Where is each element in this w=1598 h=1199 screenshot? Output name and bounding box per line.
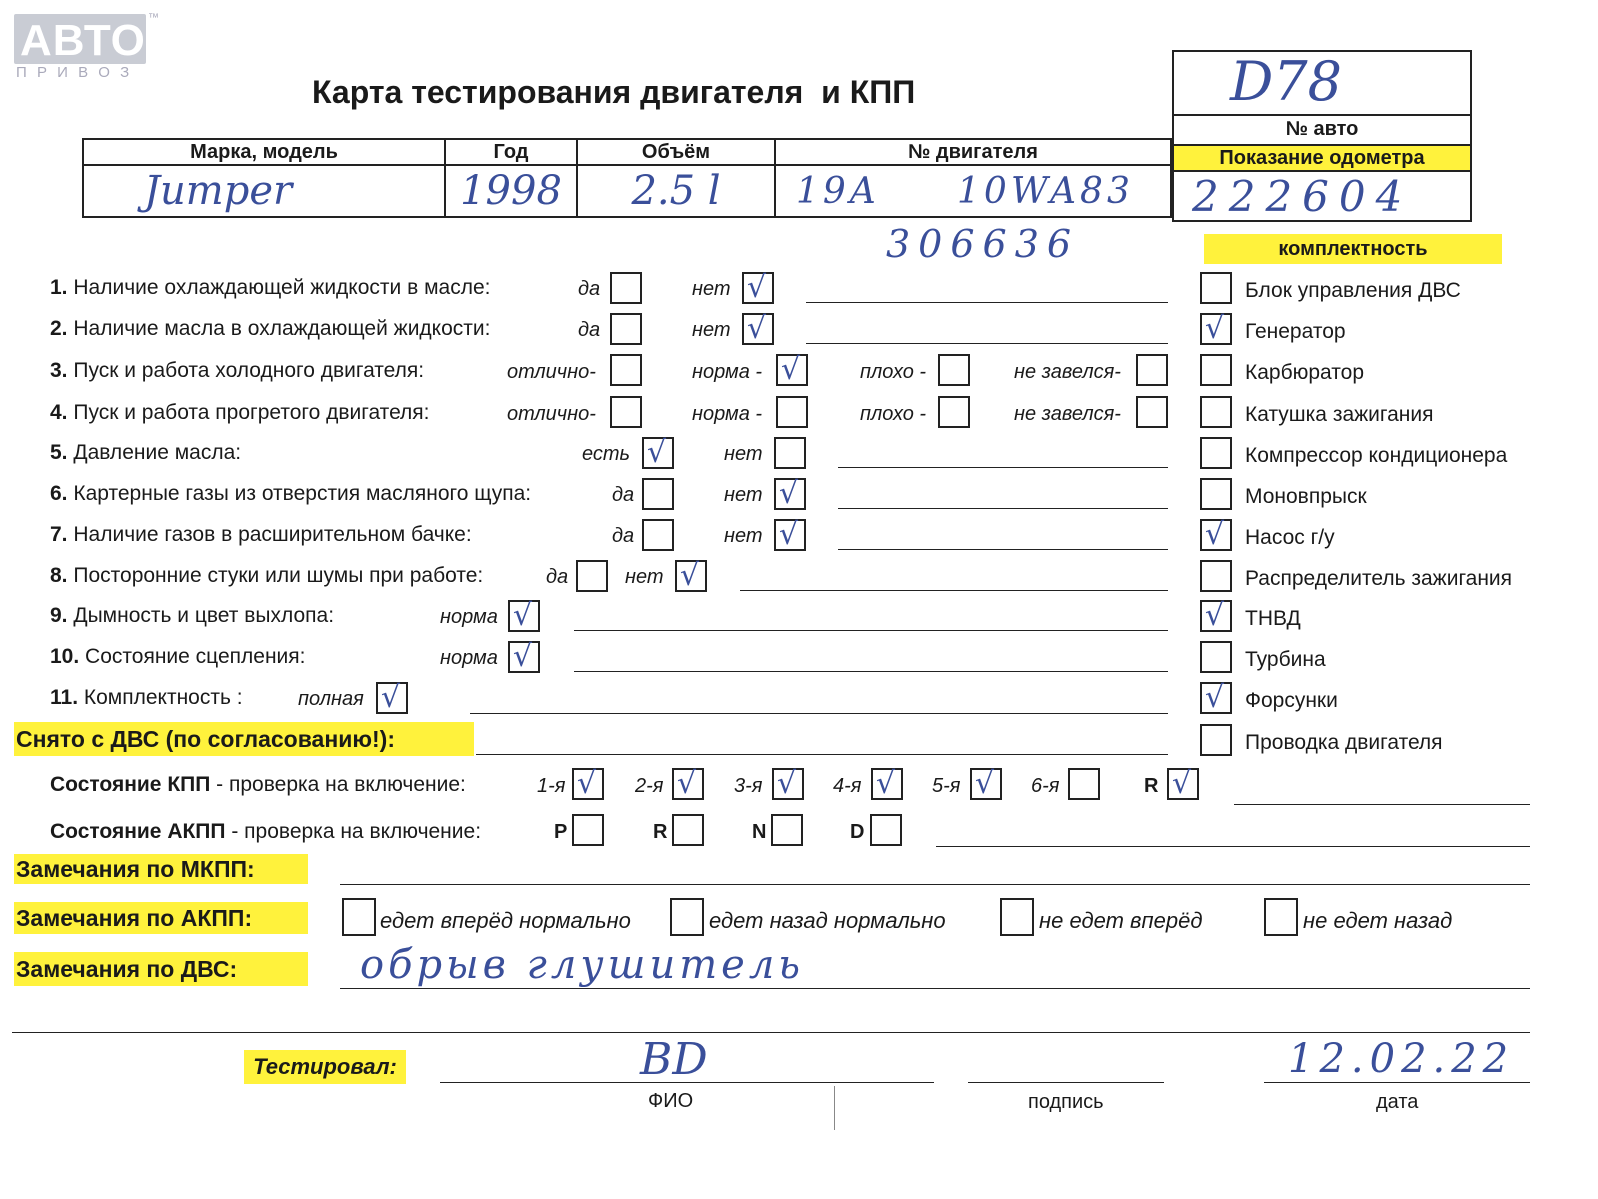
- completeness-checkbox-10[interactable]: [1200, 641, 1232, 673]
- check-mark-icon: √: [1205, 311, 1225, 346]
- odometer-label: Показание одометра: [1174, 146, 1470, 170]
- kpp-gear-checkbox[interactable]: [1167, 768, 1199, 800]
- checkbox-row5-est[interactable]: [642, 437, 674, 469]
- check-row-5: 5. Давление масла:: [50, 441, 242, 464]
- akpp-mode-label: P: [554, 821, 568, 843]
- opt-norma: норма: [440, 647, 498, 669]
- akpp-remark-label-2: едет назад нормально: [709, 908, 946, 933]
- opt-ploho: плохо -: [860, 361, 927, 383]
- signature-line: [968, 1082, 1164, 1083]
- opt-net: нет: [625, 566, 664, 588]
- checkbox-row8-net[interactable]: [675, 560, 707, 592]
- opt-net: нет: [692, 319, 731, 341]
- check-row-4: 4. Пуск и работа прогретого двигателя:: [50, 401, 430, 424]
- akpp-mode-checkbox[interactable]: [870, 814, 902, 846]
- completeness-label-12: Проводка двигателя: [1245, 731, 1443, 754]
- check-mark-icon: √: [1205, 598, 1225, 633]
- fio-line: [440, 1082, 934, 1083]
- notes-line: [838, 549, 1168, 550]
- completeness-checkbox-1[interactable]: [1200, 272, 1232, 304]
- check-mark-icon: √: [781, 352, 801, 387]
- akpp-remark-checkbox-2[interactable]: [670, 898, 704, 936]
- check-row-8: 8. Посторонние стуки или шумы при работе:: [50, 564, 484, 587]
- vehicle-table: [82, 138, 1172, 218]
- completeness-label-1: Блок управления ДВС: [1245, 279, 1461, 302]
- check-row-7: 7. Наличие газов в расширительном бачке:: [50, 523, 472, 546]
- akpp-mode-checkbox[interactable]: [771, 814, 803, 846]
- opt-da: да: [546, 566, 569, 588]
- opt-polnaya: полная: [298, 688, 364, 710]
- completeness-label-7: Насос г/у: [1245, 526, 1335, 549]
- opt-norma: норма -: [692, 403, 763, 425]
- kpp-gear-label: 3-я: [734, 775, 763, 797]
- check-row-9: 9. Дымность и цвет выхлопа:: [50, 604, 335, 627]
- engine-no-extra: 306636: [886, 222, 1080, 266]
- checkbox-row3-ploho[interactable]: [938, 354, 970, 386]
- remarks-mkpp-label: Замечания по МКПП:: [14, 854, 308, 884]
- notes-line: [574, 630, 1168, 631]
- date-caption: дата: [1376, 1091, 1419, 1113]
- col-year: Год: [445, 139, 577, 165]
- opt-da: да: [578, 319, 601, 341]
- completeness-label-10: Турбина: [1245, 648, 1326, 671]
- opt-da: да: [578, 278, 601, 300]
- kpp-gear-label: 5-я: [932, 775, 961, 797]
- car-number-box: [1172, 50, 1472, 222]
- kpp-gear-checkbox[interactable]: [1068, 768, 1100, 800]
- kpp-gear-label: 2-я: [635, 775, 664, 797]
- notes-line: [806, 302, 1168, 303]
- opt-otlichno: отлично-: [507, 361, 596, 383]
- completeness-checkbox-7[interactable]: [1200, 519, 1232, 551]
- kpp-gear-checkbox[interactable]: [970, 768, 1002, 800]
- opt-da: да: [612, 525, 635, 547]
- completeness-checkbox-12[interactable]: [1200, 724, 1232, 756]
- completeness-checkbox-6[interactable]: [1200, 478, 1232, 510]
- completeness-label-9: ТНВД: [1245, 607, 1301, 630]
- remarks-akpp-label: Замечания по АКПП:: [14, 902, 308, 934]
- akpp-notes-line: [936, 846, 1530, 847]
- notes-line: [574, 671, 1168, 672]
- logo: [14, 14, 146, 64]
- col-make-model: Марка, модель: [83, 139, 445, 165]
- volume-value: 2.5 l: [577, 165, 775, 217]
- opt-est: есть: [582, 443, 631, 465]
- col-engine-no: № двигателя: [775, 139, 1171, 165]
- opt-ne-zavelsya: не завелся-: [1014, 403, 1121, 425]
- logo-subtitle: П Р И В О З: [16, 64, 133, 81]
- year-value: 1998: [445, 165, 577, 217]
- opt-norma: норма -: [692, 361, 763, 383]
- logo-tm: ™: [148, 12, 159, 24]
- checkbox-row1-da[interactable]: [610, 272, 642, 304]
- date-line: [1264, 1082, 1530, 1083]
- checkbox-row4-ploho[interactable]: [938, 396, 970, 428]
- completeness-checkbox-3[interactable]: [1200, 354, 1232, 386]
- completeness-checkbox-8[interactable]: [1200, 560, 1232, 592]
- checkbox-row4-norma[interactable]: [776, 396, 808, 428]
- akpp-mode-checkbox[interactable]: [572, 814, 604, 846]
- opt-da: да: [612, 484, 635, 506]
- completeness-checkbox-9[interactable]: [1200, 600, 1232, 632]
- opt-norma: норма: [440, 606, 498, 628]
- check-row-6: 6. Картерные газы из отверстия масляного щупа:: [50, 482, 532, 505]
- kpp-gear-checkbox[interactable]: [672, 768, 704, 800]
- logo-text: АВТО: [20, 16, 146, 65]
- completeness-label-2: Генератор: [1245, 320, 1346, 343]
- checkbox-row10-norma[interactable]: [508, 641, 540, 673]
- removed-label: Снято с ДВС (по согласованию!):: [14, 722, 474, 756]
- completeness-checkbox-2[interactable]: [1200, 313, 1232, 345]
- check-mark-icon: √: [677, 766, 697, 801]
- kpp-gear-checkbox[interactable]: [572, 768, 604, 800]
- page-title: Карта тестирования двигателя и КПП: [312, 74, 916, 110]
- remarks-dvs-label: Замечания по ДВС:: [14, 952, 308, 986]
- check-row-1: 1. Наличие охлаждающей жидкости в масле:: [50, 276, 491, 299]
- check-row-2: 2. Наличие масла в охлаждающей жидкости:: [50, 317, 491, 340]
- checkbox-row7-da[interactable]: [642, 519, 674, 551]
- checkbox-row9-norma[interactable]: [508, 600, 540, 632]
- akpp-label: Состояние АКПП - проверка на включение:: [50, 820, 482, 843]
- check-row-3: 3. Пуск и работа холодного двигателя:: [50, 359, 425, 382]
- kpp-gear-label: R: [1144, 775, 1159, 797]
- akpp-mode-label: R: [653, 821, 668, 843]
- notes-line: [806, 343, 1168, 344]
- checkbox-row7-net[interactable]: [774, 519, 806, 551]
- opt-ne-zavelsya: не завелся-: [1014, 361, 1121, 383]
- akpp-mode-label: D: [850, 821, 865, 843]
- checkbox-row3-otlichno[interactable]: [610, 354, 642, 386]
- check-mark-icon: √: [876, 766, 896, 801]
- akpp-remark-checkbox-4[interactable]: [1264, 898, 1298, 936]
- notes-line: [740, 590, 1168, 591]
- akpp-remark-label-1: едет вперёд нормально: [380, 908, 631, 933]
- removed-line: [476, 754, 1168, 755]
- signature-caption: подпись: [1028, 1091, 1104, 1113]
- akpp-mode-checkbox[interactable]: [672, 814, 704, 846]
- checkbox-row5-net[interactable]: [774, 437, 806, 469]
- check-row-10: 10. Состояние сцепления:: [50, 645, 306, 668]
- completeness-title: комплектность: [1204, 234, 1502, 264]
- fio-value: BD: [640, 1034, 708, 1085]
- akpp-remark-checkbox-1[interactable]: [342, 898, 376, 936]
- remarks-dvs-value: обрыв глушитель: [360, 942, 805, 988]
- check-mark-icon: √: [1205, 680, 1225, 715]
- checkbox-row6-da[interactable]: [642, 478, 674, 510]
- odometer-value: 222604: [1192, 172, 1413, 221]
- check-mark-icon: √: [779, 476, 799, 511]
- kpp-notes-line: [1234, 804, 1530, 805]
- opt-net: нет: [724, 484, 763, 506]
- checkbox-row8-da[interactable]: [576, 560, 608, 592]
- check-mark-icon: √: [777, 766, 797, 801]
- fio-caption: ФИО: [648, 1090, 694, 1112]
- akpp-mode-label: N: [752, 821, 767, 843]
- checkbox-row4-otlichno[interactable]: [610, 396, 642, 428]
- completeness-checkbox-4[interactable]: [1200, 396, 1232, 428]
- check-mark-icon: √: [513, 639, 533, 674]
- engine-no-value: 19A 10WA83: [775, 165, 1171, 217]
- kpp-label: Состояние КПП - проверка на включение:: [50, 773, 466, 796]
- date-value: 12.02.22: [1288, 1036, 1515, 1082]
- completeness-label-11: Форсунки: [1245, 689, 1338, 712]
- opt-ploho: плохо -: [860, 403, 927, 425]
- completeness-checkbox-5[interactable]: [1200, 437, 1232, 469]
- car-number-label: № авто: [1285, 118, 1359, 140]
- check-mark-icon: √: [577, 766, 597, 801]
- completeness-label-3: Карбюратор: [1245, 361, 1365, 384]
- completeness-label-8: Распределитель зажигания: [1245, 567, 1513, 590]
- check-mark-icon: √: [747, 270, 767, 305]
- check-mark-icon: √: [513, 598, 533, 633]
- check-mark-icon: √: [381, 680, 401, 715]
- checkbox-row4-ne-zavelsya[interactable]: [1136, 396, 1168, 428]
- checkbox-row3-ne-zavelsya[interactable]: [1136, 354, 1168, 386]
- check-mark-icon: √: [779, 517, 799, 552]
- opt-net: нет: [692, 278, 731, 300]
- completeness-label-4: Катушка зажигания: [1245, 403, 1434, 426]
- opt-net: нет: [724, 443, 763, 465]
- checkbox-row2-net[interactable]: [742, 313, 774, 345]
- car-number-value: D78: [1230, 50, 1343, 113]
- opt-otlichno: отлично-: [507, 403, 596, 425]
- checkbox-row1-net[interactable]: [742, 272, 774, 304]
- check-mark-icon: √: [647, 435, 667, 470]
- completeness-label-5: Компрессор кондиционера: [1245, 444, 1508, 467]
- notes-line: [838, 467, 1168, 468]
- check-mark-icon: √: [680, 558, 700, 593]
- footer-divider: [834, 1086, 835, 1130]
- kpp-gear-checkbox[interactable]: [871, 768, 903, 800]
- akpp-remark-checkbox-3[interactable]: [1000, 898, 1034, 936]
- kpp-gear-label: 1-я: [537, 775, 566, 797]
- extra-remarks-line: [12, 1032, 1530, 1033]
- check-mark-icon: √: [1172, 766, 1192, 801]
- make-model-value: Jumper: [83, 165, 445, 217]
- remarks-dvs-line: [340, 988, 1530, 989]
- checkbox-row6-net[interactable]: [774, 478, 806, 510]
- check-mark-icon: √: [1205, 517, 1225, 552]
- akpp-remark-label-3: не едет вперёд: [1039, 908, 1203, 933]
- check-mark-icon: √: [975, 766, 995, 801]
- remarks-mkpp-line: [340, 884, 1530, 885]
- notes-line: [470, 713, 1168, 714]
- completeness-label-6: Моновпрыск: [1245, 485, 1367, 508]
- checkbox-row3-norma[interactable]: [776, 354, 808, 386]
- kpp-gear-label: 4-я: [833, 775, 862, 797]
- notes-line: [838, 508, 1168, 509]
- opt-net: нет: [724, 525, 763, 547]
- completeness-checkbox-11[interactable]: [1200, 682, 1232, 714]
- check-mark-icon: √: [747, 311, 767, 346]
- checkbox-row11-polnaya[interactable]: [376, 682, 408, 714]
- akpp-remark-label-4: не едет назад: [1303, 908, 1453, 933]
- kpp-gear-checkbox[interactable]: [772, 768, 804, 800]
- tested-by-label: Тестировал:: [244, 1050, 406, 1084]
- kpp-gear-label: 6-я: [1031, 775, 1060, 797]
- col-volume: Объём: [577, 139, 775, 165]
- checkbox-row2-da[interactable]: [610, 313, 642, 345]
- check-row-11: 11. Комплектность :: [50, 686, 243, 709]
